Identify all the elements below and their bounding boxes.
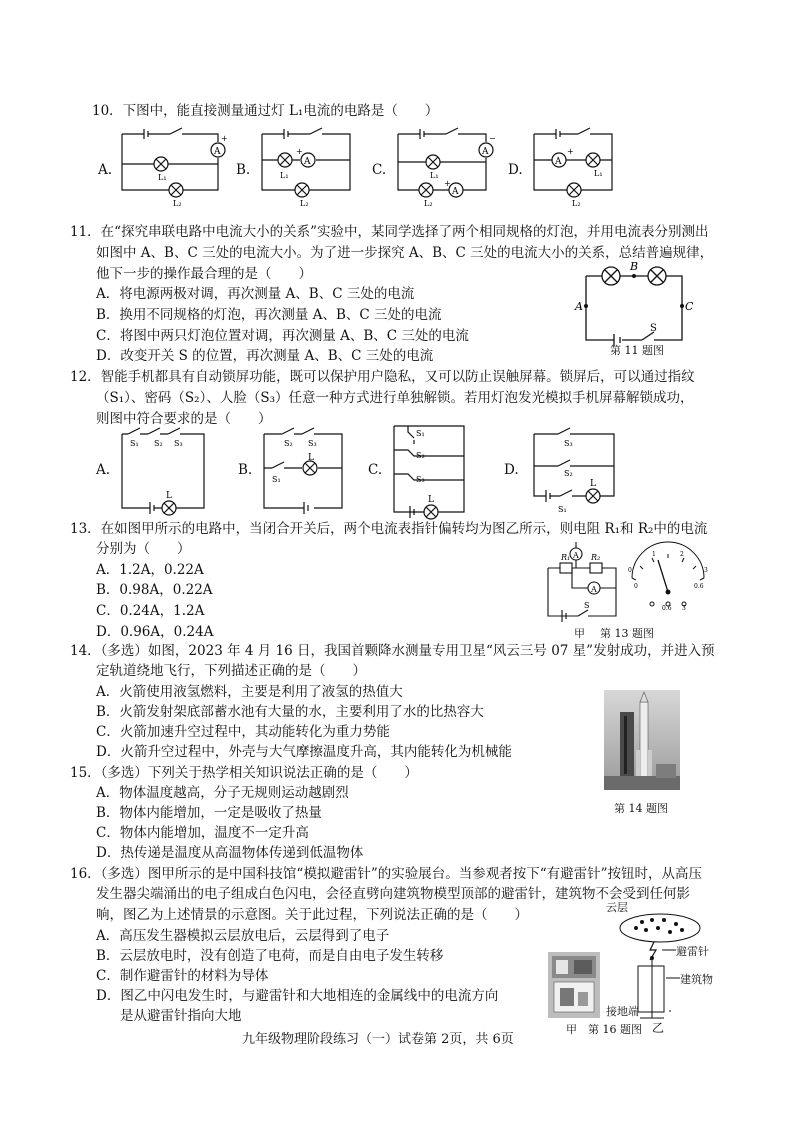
svg-text:S₃: S₃ — [308, 439, 317, 448]
q15-option-d: D．热传递是温度从高温物体传递到低温物体 — [96, 845, 364, 861]
q16-option-c: C．制作避雷针的材料为导体 — [96, 968, 269, 984]
svg-text:L₂: L₂ — [424, 199, 433, 208]
svg-text:+: + — [221, 134, 228, 143]
svg-text:S₁: S₁ — [558, 505, 567, 514]
q11-figure-caption: 第 11 题图 — [610, 344, 664, 357]
svg-text:A: A — [304, 157, 311, 167]
q10-circuit-a — [118, 128, 230, 208]
q12-circuit-d — [528, 428, 618, 516]
page-footer: 九年级物理阶段练习（一）试卷第 2页，共 6页 — [242, 1032, 514, 1047]
q12-circuit-c — [388, 420, 468, 520]
q16-exhibit-photo-jia — [548, 952, 600, 1018]
q16-option-b: B．云层放电时，没有创造了电荷，而是自由电子发生转移 — [96, 948, 444, 964]
svg-text:−: − — [489, 134, 496, 143]
q16-building-label: 建筑物 — [680, 973, 713, 986]
q14-option-c: C．火箭加速升空过程中，其动能转化为重力势能 — [96, 724, 390, 740]
svg-text:L: L — [166, 491, 172, 501]
svg-text:2: 2 — [680, 551, 684, 558]
svg-text:+: + — [296, 147, 303, 156]
svg-text:1: 1 — [652, 551, 656, 558]
svg-text:S₁: S₁ — [416, 429, 425, 438]
q10-stem: 10．下图中，能直接测量通过灯 L₁电流的电路是（ ） — [92, 103, 439, 119]
q16-stem-line-2: 发生器尖端涌出的电子组成白色闪电，会径直劈向建筑物模型顶部的避雷针，建筑物不会受到任何影 — [96, 886, 690, 902]
svg-text:+: + — [567, 147, 574, 156]
svg-text:R₁: R₁ — [561, 553, 571, 562]
q11-stem-line-2: 如图中 A、B、C 三处的电流大小。为了进一步探究 A、B、C 三处的电流大小的关系，总结普遍规律， — [96, 245, 714, 261]
q16-option-d-line-1: D．图乙中闪电发生时，与避雷针和大地相连的金属线中的电流方向 — [96, 988, 499, 1004]
svg-text:S: S — [584, 601, 590, 610]
svg-text:S: S — [650, 323, 657, 334]
q11-circuit-figure — [570, 258, 696, 348]
q16-yi-label: 乙 — [652, 1021, 665, 1035]
q13-circuit-jia — [544, 540, 620, 622]
svg-text:L₂: L₂ — [572, 199, 581, 208]
q10-option-c-label: C. — [372, 162, 387, 178]
q10-circuit-c — [394, 128, 498, 208]
svg-text:L: L — [308, 453, 314, 463]
q12-option-b-label: B. — [238, 462, 253, 478]
svg-text:A: A — [555, 157, 562, 167]
svg-text:L: L — [590, 479, 596, 489]
q10-circuit-b — [258, 128, 354, 208]
q13-option-c: C．0.24A，1.2A — [96, 603, 205, 619]
svg-text:L₂: L₂ — [173, 199, 182, 208]
svg-text:0.6: 0.6 — [694, 583, 704, 590]
q15-option-a: A．物体温度越高，分子无规则运动越剧烈 — [96, 785, 349, 801]
svg-text:S₃: S₃ — [564, 439, 573, 448]
q12-circuit-a — [118, 428, 208, 516]
svg-text:R₂: R₂ — [591, 553, 601, 562]
q10-option-b-label: B. — [236, 162, 251, 178]
q15-option-b: B．物体内能增加，一定是吸收了热量 — [96, 805, 322, 821]
q16-figure-caption: 第 16 题图 — [588, 1023, 642, 1036]
svg-text:L₁: L₁ — [280, 171, 289, 180]
svg-text:S₂: S₂ — [416, 451, 425, 460]
svg-text:+: + — [444, 179, 451, 188]
q13-option-a: A．1.2A，0.22A — [96, 562, 204, 578]
q14-stem-line-1: 14．（多选）如图，2023 年 4 月 16 日，我国首颗降水测量专用卫星“风云三号 07 星”发射成功，并进入预 — [70, 643, 715, 659]
svg-text:L: L — [428, 495, 434, 505]
q12-option-c-label: C. — [368, 462, 383, 478]
q10-option-d-label: D. — [508, 162, 523, 178]
q13-figure-caption: 第 13 题图 — [600, 627, 654, 640]
q13-stem-line-1: 13．在如图甲所示的电路中，当闭合开关后，两个电流表指针偏转均为图乙所示，则电阻 R₁和 R₂中的电流 — [70, 521, 708, 537]
q12-option-a-label: A. — [96, 462, 111, 478]
svg-text:C: C — [685, 300, 694, 313]
svg-text:S₂: S₂ — [564, 469, 573, 478]
svg-text:S₁: S₁ — [272, 475, 281, 484]
q13-option-d: D．0.96A，0.24A — [96, 624, 214, 640]
q14-option-b: B．火箭发射架底部蓄水池有大量的水，主要利用了水的比热容大 — [96, 704, 484, 720]
q11-option-b: B．换用不同规格的灯泡，再次测量 A、B、C 三处的电流 — [96, 307, 442, 323]
svg-text:L₁: L₁ — [594, 169, 603, 178]
q16-stem-line-1: 16．（多选）图甲所示的是中国科技馆“模拟避雷针”的实验展台。当参观者按下“有避雷针”按钮时，从高压 — [70, 866, 703, 882]
q11-stem-line-1: 11．在“探究串联电路中电流大小的关系”实验中，某同学选择了两个相同规格的灯泡，并用电流表分别测出 — [70, 224, 709, 240]
q14-option-a: A．火箭使用液氢燃料，主要是利用了液氢的热值大 — [96, 684, 403, 700]
svg-text:S₃: S₃ — [416, 475, 425, 484]
q13-jia-label: 甲 — [574, 627, 585, 640]
q13-ammeter-dial-yi — [624, 548, 710, 610]
svg-text:A: A — [482, 147, 489, 157]
q14-option-d: D．火箭升空过程中，外壳与大气摩擦温度升高，其内能转化为机械能 — [96, 744, 512, 760]
svg-text:0.6: 0.6 — [662, 605, 672, 612]
svg-text:S₂: S₂ — [284, 439, 293, 448]
q10-option-a-label: A. — [98, 162, 113, 178]
q12-option-d-label: D. — [504, 462, 519, 478]
svg-text:A: A — [452, 187, 459, 197]
q11-option-c: C．将图中两只灯泡位置对调，再次测量 A、B、C 三处的电流 — [96, 328, 469, 344]
q12-stem-line-3: 则图中符合要求的是（ ） — [96, 411, 272, 427]
svg-text:0: 0 — [628, 567, 632, 574]
q12-circuit-b — [258, 428, 348, 516]
q16-jia-label: 甲 — [566, 1023, 577, 1036]
svg-text:B: B — [630, 260, 639, 273]
svg-text:A: A — [575, 300, 583, 313]
svg-text:0: 0 — [634, 583, 638, 590]
q16-cloud-label: 云层 — [606, 901, 628, 914]
svg-text:S₃: S₃ — [174, 439, 183, 448]
q14-stem-line-2: 定轨道绕地飞行，下列描述正确的是（ ） — [96, 663, 366, 679]
svg-text:A: A — [214, 147, 221, 157]
q14-rocket-launch-photo — [604, 690, 680, 790]
q16-option-d-line-2: 是从避雷针指向大地 — [120, 1008, 242, 1024]
q13-stem-line-2: 分别为（ ） — [96, 541, 191, 557]
q16-ground-label: 接地端 — [606, 1005, 639, 1018]
q12-stem-line-2: （S₁）、密码（S₂）、人脸（S₃）任意一种方式进行单独解锁。若用灯泡发光模拟手机屏幕解锁成功， — [96, 390, 694, 406]
q16-rod-label: 避雷针 — [676, 945, 709, 958]
q11-option-a: A．将电源两极对调，再次测量 A、B、C 三处的电流 — [96, 286, 415, 302]
svg-text:A: A — [591, 585, 597, 594]
q13-option-b: B．0.98A，0.22A — [96, 582, 213, 598]
svg-text:3: 3 — [704, 567, 708, 574]
svg-text:A: A — [573, 551, 579, 560]
svg-text:S₂: S₂ — [154, 439, 163, 448]
q11-stem-line-3: 他下一步的操作最合理的是（ ） — [96, 266, 312, 282]
svg-text:3: 3 — [682, 605, 686, 612]
q16-option-a: A．高压发生器模拟云层放电后，云层得到了电子 — [96, 928, 390, 944]
svg-text:L₁: L₁ — [158, 173, 167, 182]
q14-figure-caption: 第 14 题图 — [614, 802, 668, 815]
svg-text:L₂: L₂ — [300, 199, 309, 208]
svg-text:L₁: L₁ — [430, 171, 439, 180]
q16-stem-line-3: 响，图乙为上述情景的示意图。关于此过程，下列说法正确的是（ ） — [96, 907, 528, 923]
q12-stem-line-1: 12．智能手机都具有自动锁屏功能，既可以保护用户隐私，又可以防止误触屏幕。锁屏后，可以通过指纹 — [70, 369, 695, 385]
q15-stem: 15．（多选）下列关于热学相关知识说法正确的是（ ） — [70, 765, 418, 781]
q11-option-d: D．改变开关 S 的位置，再次测量 A、B、C 三处的电流 — [96, 348, 434, 364]
svg-text:S₁: S₁ — [130, 439, 139, 448]
q15-option-c: C．物体内能增加，温度不一定升高 — [96, 825, 309, 841]
q10-circuit-d — [530, 128, 618, 208]
